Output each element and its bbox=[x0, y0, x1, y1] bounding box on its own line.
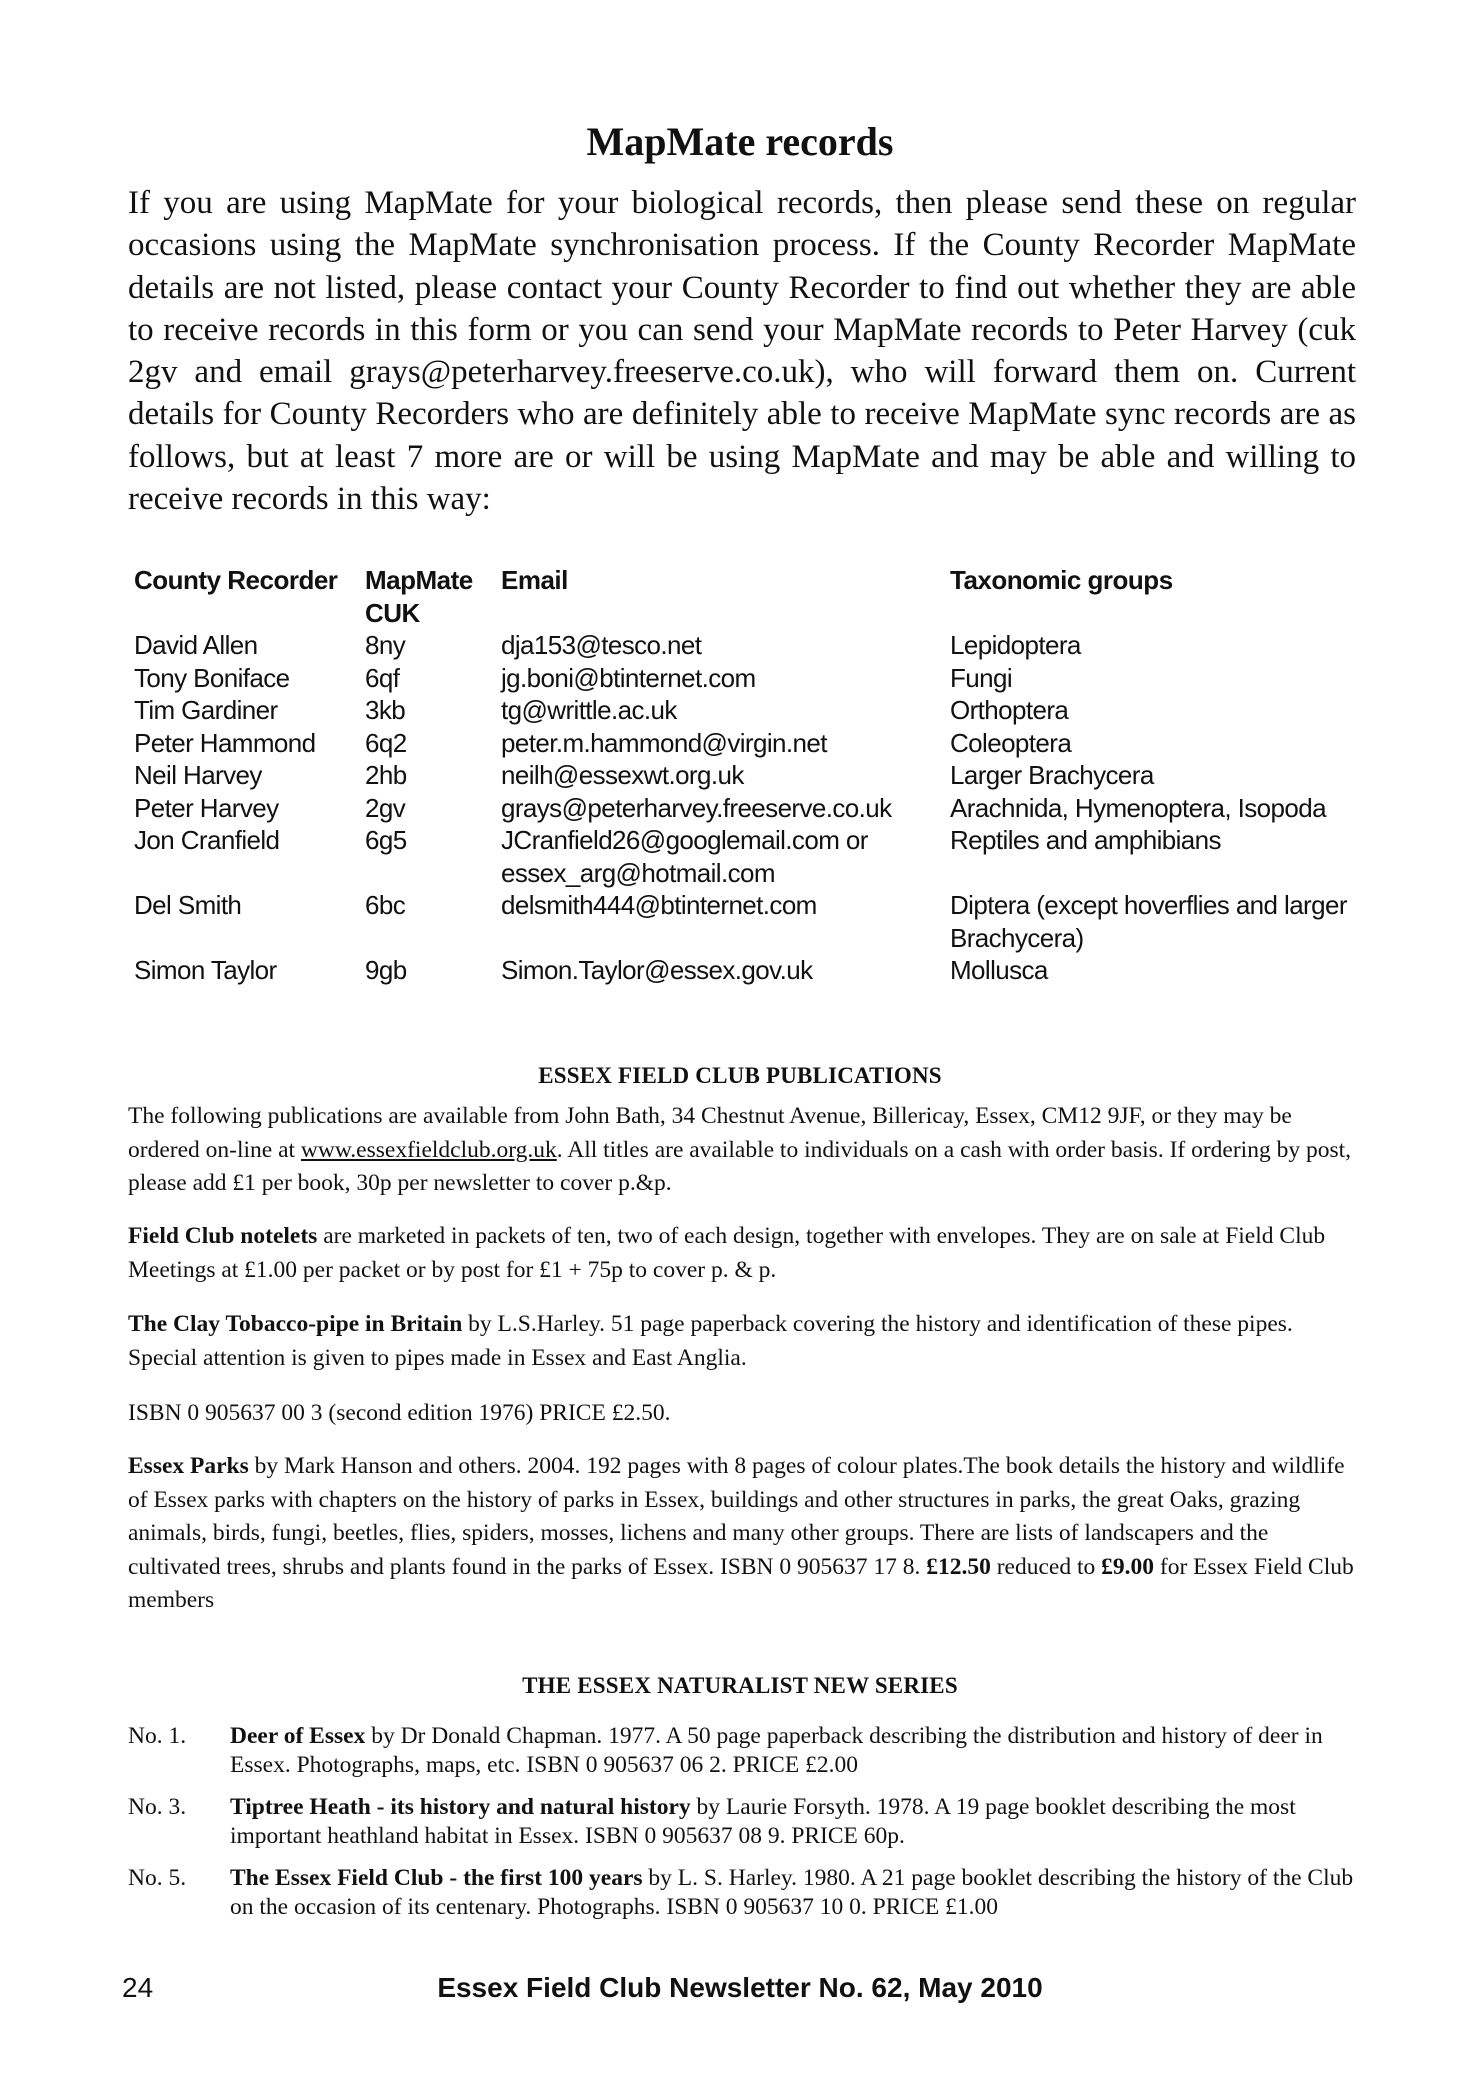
recorder-taxa-line1: Diptera (except hoverflies and larger bbox=[950, 890, 1347, 920]
recorder-name: Peter Hammond bbox=[134, 727, 316, 758]
naturalist-heading: THE ESSEX NATURALIST NEW SERIES bbox=[522, 1673, 958, 1698]
list-item bbox=[128, 1864, 1356, 1921]
website-link[interactable]: www.essexfieldclub.org.uk bbox=[300, 1136, 557, 1163]
issue-text: by Laurie Forsyth. 1978. A 19 page booklet describing the most important heathland habitat in Essex. ISBN 0 905637 08 9. PRICE 60p. bbox=[230, 1794, 1296, 1849]
recorder-taxa: Reptiles and amphibians bbox=[950, 825, 1221, 855]
essex-parks-paragraph bbox=[128, 1450, 1356, 1618]
header-mapmate: MapMate bbox=[365, 565, 473, 595]
recorder-email: neilh@essexwt.org.uk bbox=[501, 760, 744, 790]
recorder-email bbox=[501, 824, 950, 889]
list-item bbox=[128, 1722, 1356, 1779]
recorder-name: Jon Cranfield bbox=[134, 825, 280, 855]
issue-title: Deer of Essex bbox=[230, 1723, 366, 1749]
notelets-text: are marketed in packets of ten, two of each design, together with envelopes. They are on sale at Field Club Meetings at £1.00 per packet or by post for £1 + 75p to cover p. & p. bbox=[128, 1223, 1326, 1283]
mapmate-title: MapMate records bbox=[586, 119, 894, 164]
recorder-taxa: Larger Brachycera bbox=[950, 760, 1154, 790]
clay-pipe-title: The Clay Tobacco-pipe in Britain bbox=[128, 1311, 463, 1337]
recorder-name: Tim Gardiner bbox=[134, 695, 278, 725]
table-row bbox=[134, 727, 1370, 760]
recorder-name: Simon Taylor bbox=[134, 955, 277, 985]
issue-number: No. 3. bbox=[128, 1794, 187, 1820]
table-row bbox=[134, 694, 1370, 727]
recorder-name: Neil Harvey bbox=[134, 760, 262, 790]
publications-intro-text-end: . All titles are available to individuals on a cash with order basis. If ordering by post, please add £1 per book, 30p per newsletter to cover p.&p. bbox=[128, 1136, 1352, 1196]
recorder-email: peter.m.hammond@virgin.net bbox=[501, 727, 827, 758]
essex-parks-member-price: £9.00 bbox=[1101, 1553, 1155, 1580]
essex-parks-text-mid: reduced to bbox=[990, 1553, 1102, 1580]
header-mapmate-cuk bbox=[365, 564, 501, 629]
county-recorders-table bbox=[134, 564, 1370, 987]
recorder-taxa: Fungi bbox=[950, 662, 1013, 693]
publications-heading: ESSEX FIELD CLUB PUBLICATIONS bbox=[538, 1063, 942, 1088]
page-number: 24 bbox=[122, 1972, 154, 2003]
header-taxonomic-groups: Taxonomic groups bbox=[950, 565, 1173, 595]
table-header-row bbox=[134, 564, 1370, 629]
issue-title: Tiptree Heath - its history and natural history bbox=[230, 1794, 691, 1820]
issue-text: by Dr Donald Chapman. 1977. A 50 page paperback describing the distribution and history of deer in Essex. Photographs, maps, etc. ISBN 0 905637 06 2. PRICE £2.00 bbox=[230, 1723, 1323, 1778]
notelets-title: Field Club notelets bbox=[128, 1223, 318, 1249]
recorder-cuk: 3kb bbox=[365, 695, 406, 725]
table-row bbox=[134, 792, 1370, 825]
recorder-email: jg.boni@btinternet.com bbox=[501, 662, 756, 693]
table-row bbox=[134, 889, 1370, 954]
clay-pipe-text: by L.S.Harley. 51 page paperback covering the history and identification of these pipes. Special attention is given to pipes made in Essex and East Anglia. bbox=[128, 1311, 1293, 1371]
publications-intro-text: The following publications are available from John Bath, 34 Chestnut Avenue, Billericay, Essex, CM12 9JF, or they may be ordered on-line at bbox=[128, 1103, 1292, 1163]
recorder-cuk: 8ny bbox=[365, 630, 406, 660]
issue-number: No. 1. bbox=[128, 1723, 187, 1749]
recorder-name: Del Smith bbox=[134, 890, 242, 920]
clay-pipe-isbn: ISBN 0 905637 00 3 (second edition 1976) PRICE £2.50. bbox=[128, 1400, 671, 1426]
recorder-taxa-line2: Brachycera) bbox=[950, 922, 1084, 953]
table-row bbox=[134, 759, 1370, 792]
recorder-email: grays@peterharvey.freeserve.co.uk bbox=[501, 792, 892, 823]
recorder-cuk: 2gv bbox=[365, 792, 406, 823]
issue-number: No. 5. bbox=[128, 1865, 187, 1891]
recorder-taxa: Orthoptera bbox=[950, 695, 1069, 725]
recorder-email-line1: JCranfield26@googlemail.com or bbox=[501, 825, 868, 855]
recorder-cuk: 9gb bbox=[365, 955, 407, 985]
recorder-email: Simon.Taylor@essex.gov.uk bbox=[501, 955, 813, 985]
table-row bbox=[134, 662, 1370, 695]
mapmate-intro: If you are using MapMate for your biological records, then please send these on regular occasions using the MapMate synchronisation process. If the County Recorder MapMate details are not listed, please contact your County Recorder to find out whether they are able to receive records in this form or you can send your MapMate records to Peter Harvey (cuk 2gv and email grays@peterharvey.freeserve.co.uk), who will forward them on. Current details for County Recorders who are definitely able to receive MapMate sync records are as follows, but at least 7 more are or will be using MapMate and may be able and willing to receive records in this way: bbox=[128, 185, 1356, 518]
naturalist-list bbox=[128, 1722, 1356, 1935]
recorder-taxa: Lepidoptera bbox=[950, 630, 1081, 660]
recorder-taxa: Coleoptera bbox=[950, 727, 1072, 758]
header-cuk: CUK bbox=[365, 597, 420, 628]
recorder-taxa bbox=[950, 889, 1370, 954]
notelets-paragraph bbox=[128, 1220, 1356, 1287]
issue-text: by L. S. Harley. 1980. A 21 page booklet describing the history of the Club on the occasion of its centenary. Photographs. ISBN 0 905637 10 0. PRICE £1.00 bbox=[230, 1865, 1354, 1920]
recorder-cuk: 6bc bbox=[365, 890, 406, 920]
essex-parks-text-end: for Essex Field Club members bbox=[128, 1553, 1354, 1613]
recorder-taxa: Arachnida, Hymenoptera, Isopoda bbox=[950, 792, 1326, 823]
recorder-email-line2: essex_arg@hotmail.com bbox=[501, 857, 775, 888]
recorder-email: tg@writtle.ac.uk bbox=[501, 695, 677, 725]
essex-parks-text: by Mark Hanson and others. 2004. 192 pages with 8 pages of colour plates.The book details the history and wildlife of Essex parks with chapters on the history of parks in Essex, buildings and other structures in parks, the great Oaks, grazing animals, birds, fungi, beetles, flies, spiders, mosses, lichens and many other groups. There are lists of landscapers and the cultivated trees, shrubs and plants found in the parks of Essex. ISBN 0 905637 17 8. bbox=[128, 1453, 1345, 1580]
publications-intro bbox=[128, 1100, 1356, 1201]
recorder-email: dja153@tesco.net bbox=[501, 630, 702, 660]
header-email: Email bbox=[501, 565, 568, 595]
essex-parks-price: £12.50 bbox=[926, 1553, 991, 1580]
recorder-name: David Allen bbox=[134, 630, 258, 660]
list-item bbox=[128, 1793, 1356, 1850]
recorder-cuk: 6qf bbox=[365, 662, 400, 693]
header-county-recorder: County Recorder bbox=[134, 565, 338, 595]
recorder-cuk: 6q2 bbox=[365, 727, 407, 758]
recorder-email: delsmith444@btinternet.com bbox=[501, 890, 817, 920]
recorder-name: Tony Boniface bbox=[134, 662, 290, 693]
essex-parks-title: Essex Parks bbox=[128, 1453, 249, 1479]
table-row bbox=[134, 629, 1370, 662]
recorder-cuk: 6g5 bbox=[365, 825, 407, 855]
recorder-cuk: 2hb bbox=[365, 760, 407, 790]
newsletter-footer-title: Essex Field Club Newsletter No. 62, May 2010 bbox=[437, 1972, 1043, 2003]
recorder-taxa: Mollusca bbox=[950, 955, 1048, 985]
recorder-name: Peter Harvey bbox=[134, 792, 279, 823]
table-row bbox=[134, 824, 1370, 889]
issue-title: The Essex Field Club - the first 100 years bbox=[230, 1865, 643, 1891]
table-row bbox=[134, 954, 1370, 987]
clay-pipe-paragraph bbox=[128, 1308, 1356, 1375]
